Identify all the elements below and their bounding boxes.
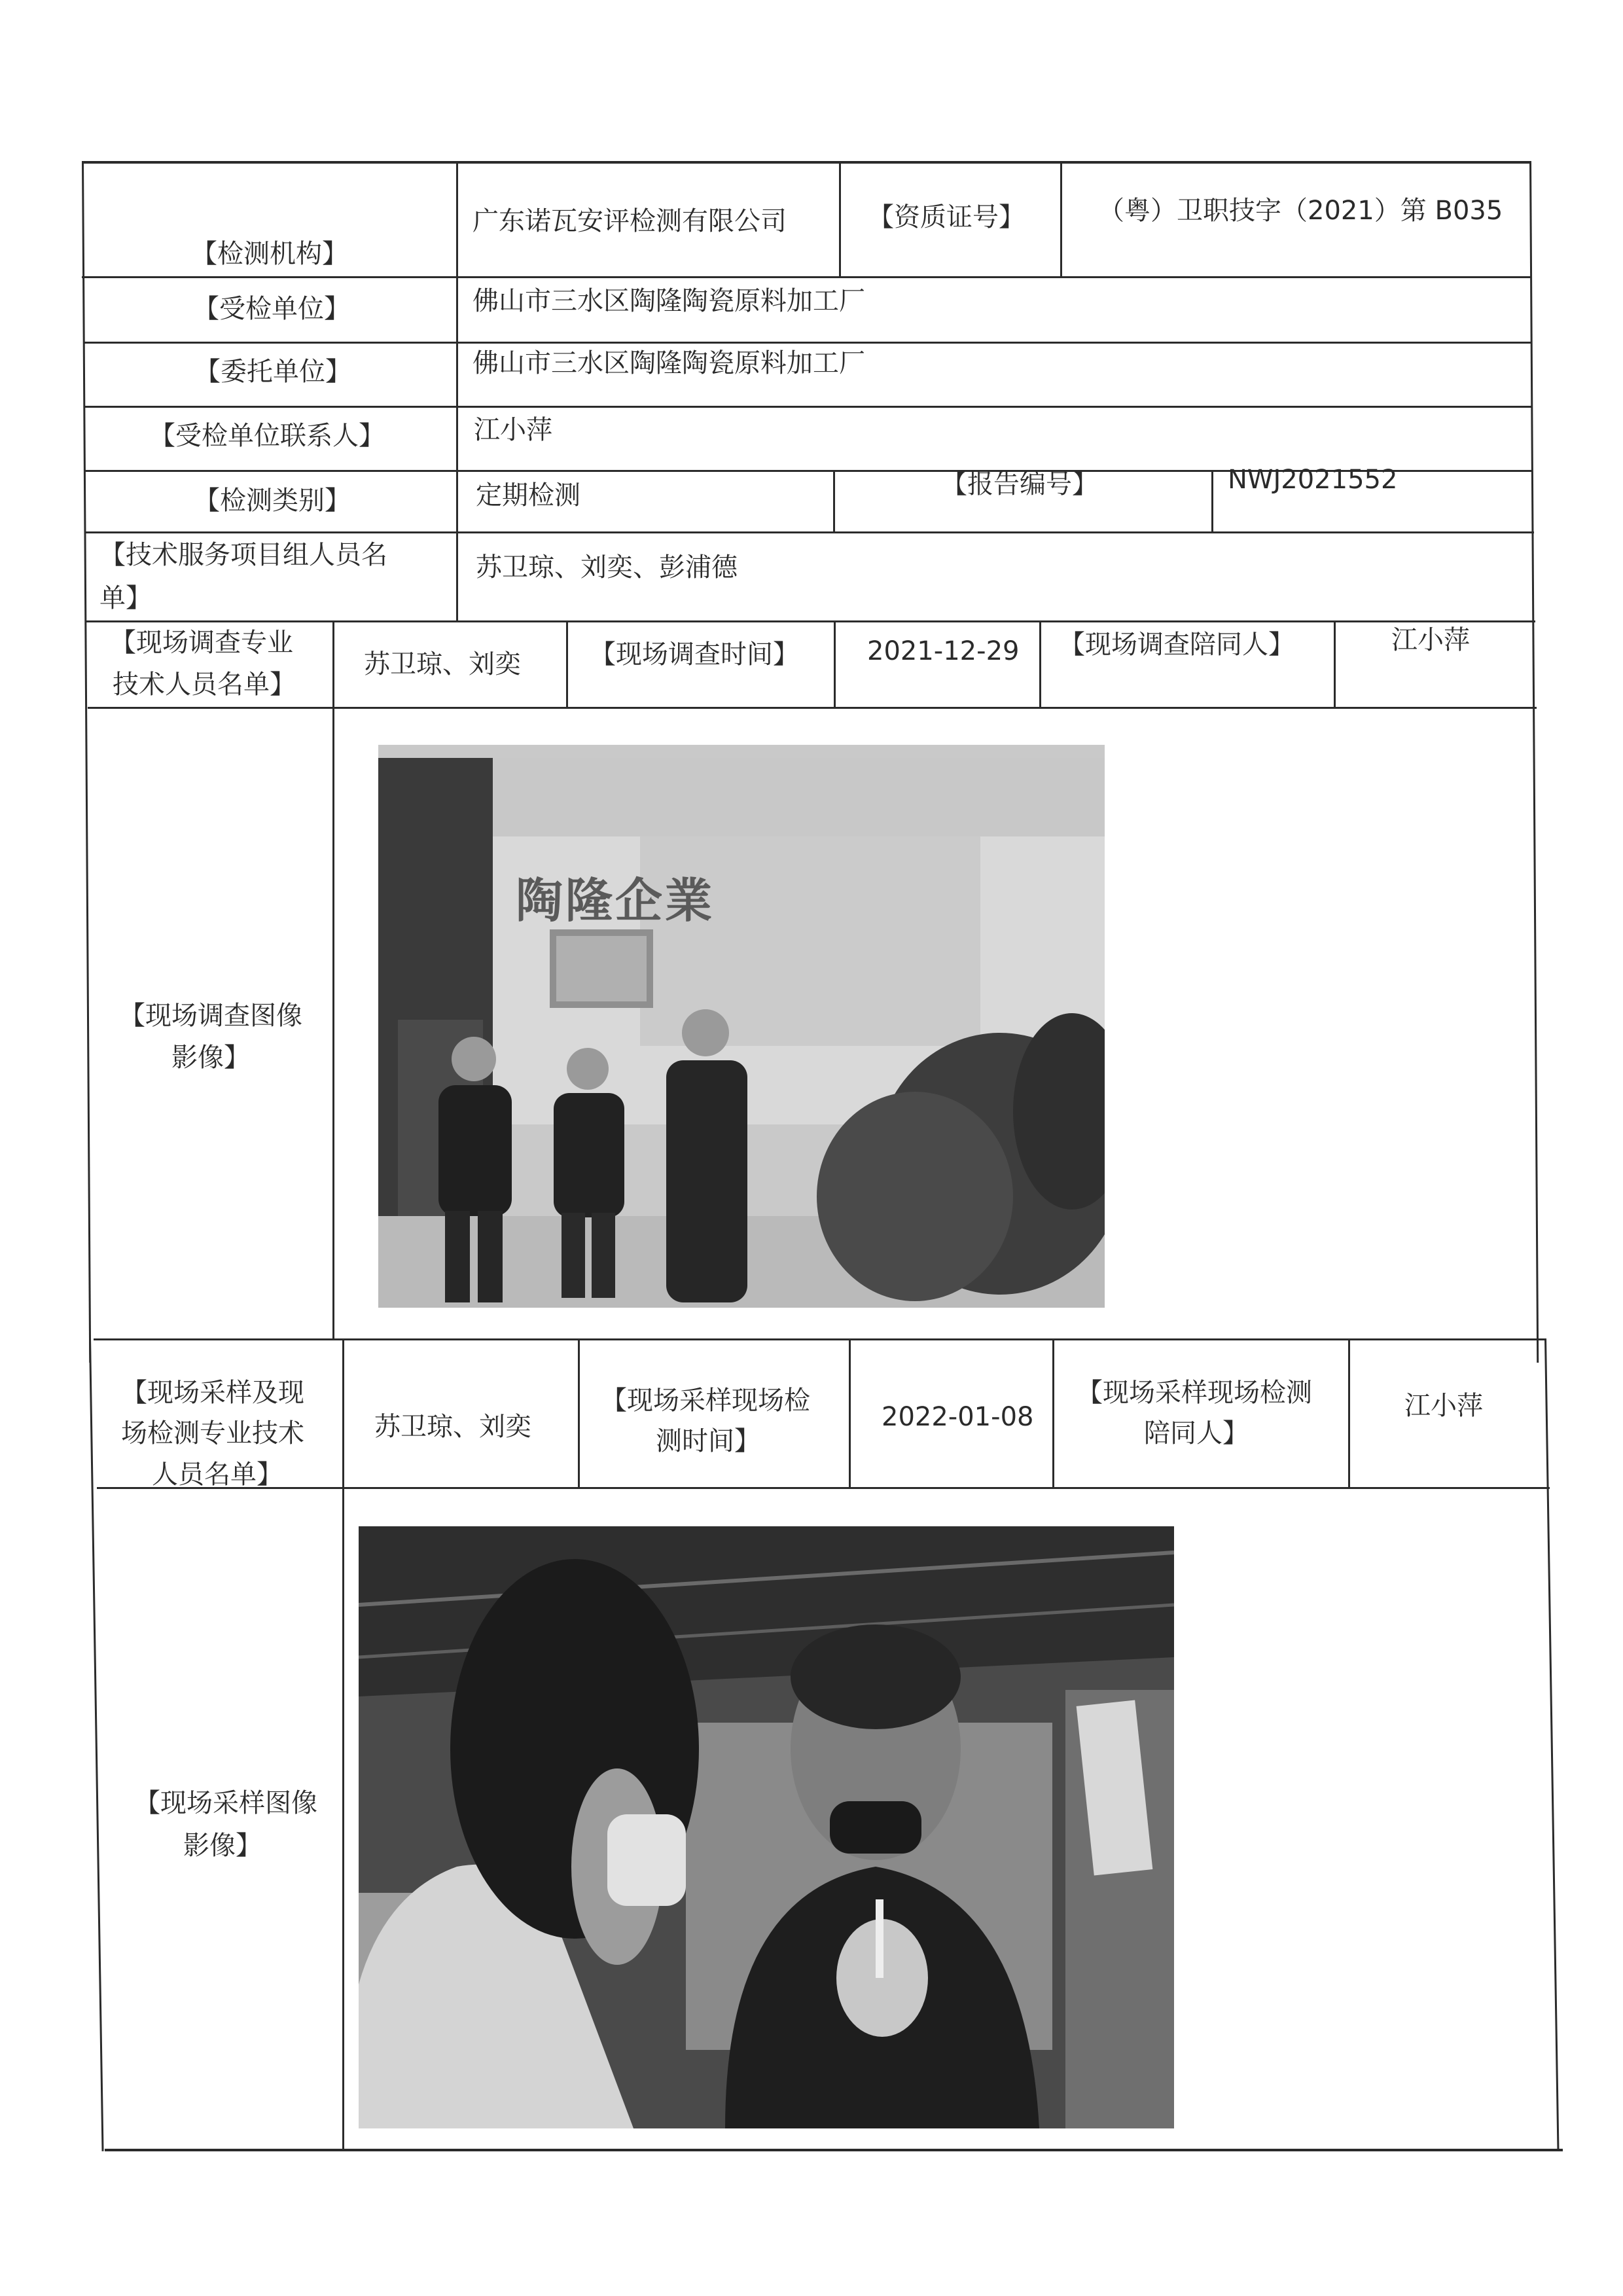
row-divider xyxy=(86,620,1535,622)
column-divider xyxy=(1039,620,1041,708)
testing-org-label: 【检测机构】 xyxy=(191,239,348,269)
sampling-staff-value: 苏卫琼、刘奕 xyxy=(374,1412,531,1442)
inspected-unit-label: 【受检单位】 xyxy=(193,294,350,324)
client-unit-label: 【委托单位】 xyxy=(194,357,351,387)
cert-number-value: （粤）卫职技字（2021）第 B035 xyxy=(1098,196,1503,226)
survey-staff-value: 苏卫琼、刘奕 xyxy=(364,649,521,679)
testing-org-value: 广东诺瓦安评检测有限公司 xyxy=(473,206,787,236)
table-border-right xyxy=(1529,161,1539,1363)
sampling-photo-label: 【现场采样图像 xyxy=(134,1788,317,1818)
column-divider xyxy=(566,620,568,708)
sampling-companion-value: 江小萍 xyxy=(1404,1391,1483,1421)
photo-wall-sign-text: 陶隆企業 xyxy=(516,873,715,928)
survey-photo xyxy=(378,745,1105,1308)
project-team-label: 【技术服务项目组人员名 xyxy=(99,540,387,570)
row-divider xyxy=(82,276,1531,278)
column-divider xyxy=(332,620,334,1340)
row-divider xyxy=(84,406,1531,408)
column-divider xyxy=(1060,161,1062,278)
row-divider xyxy=(85,531,1534,533)
column-divider xyxy=(1211,470,1213,533)
column-divider xyxy=(456,161,458,622)
contact-person-label: 【受检单位联系人】 xyxy=(149,421,385,451)
report-number-value: NWJ2021552 xyxy=(1228,465,1398,495)
report-number-label: 【报告编号】 xyxy=(941,469,1098,499)
cert-number-label: 【资质证号】 xyxy=(868,202,1025,232)
sampling-companion-label: 【现场采样现场检测 xyxy=(1077,1378,1312,1408)
column-divider xyxy=(833,470,835,533)
table-border-top xyxy=(82,161,1531,164)
column-divider xyxy=(578,1338,580,1489)
column-divider xyxy=(342,1338,344,2151)
sampling-photo-label: 影像】 xyxy=(183,1831,262,1861)
project-team-label: 单】 xyxy=(99,583,152,613)
sampling-staff-label: 场检测专业技术 xyxy=(121,1418,304,1448)
column-divider xyxy=(834,620,836,708)
table-border-bottom xyxy=(105,2149,1563,2151)
survey-time-value: 2021-12-29 xyxy=(867,636,1020,666)
survey-photo-label: 影像】 xyxy=(171,1043,250,1073)
survey-photo-label: 【现场调查图像 xyxy=(119,1001,302,1031)
sampling-photo xyxy=(359,1526,1174,2128)
column-divider xyxy=(1052,1338,1054,1489)
inspected-unit-value: 佛山市三水区陶隆陶瓷原料加工厂 xyxy=(473,286,865,316)
table-border-left xyxy=(89,1338,104,2151)
sampling-time-label: 【现场采样现场检 xyxy=(601,1386,810,1416)
sampling-time-value: 2022-01-08 xyxy=(882,1402,1034,1432)
survey-time-label: 【现场调查时间】 xyxy=(590,639,799,670)
column-divider xyxy=(839,161,841,278)
survey-companion-value: 江小萍 xyxy=(1391,625,1470,655)
row-divider xyxy=(88,707,1537,709)
row-divider xyxy=(97,1487,1550,1489)
survey-staff-label: 【现场调查专业 xyxy=(110,628,293,658)
contact-person-value: 江小萍 xyxy=(474,415,552,445)
project-team-value: 苏卫琼、刘奕、彭浦德 xyxy=(476,552,738,583)
inspection-type-value: 定期检测 xyxy=(476,480,580,511)
sampling-companion-label: 陪同人】 xyxy=(1144,1418,1249,1448)
survey-companion-label: 【现场调查陪同人】 xyxy=(1059,630,1294,660)
sampling-staff-label: 人员名单】 xyxy=(152,1460,283,1490)
inspection-type-label: 【检测类别】 xyxy=(194,486,351,516)
sampling-time-label: 测时间】 xyxy=(656,1426,760,1456)
table-border-right xyxy=(1544,1338,1560,2151)
sampling-staff-label: 【现场采样及现 xyxy=(121,1378,304,1408)
column-divider xyxy=(849,1338,851,1489)
survey-staff-label: 技术人员名单】 xyxy=(113,670,296,700)
row-divider xyxy=(94,1338,1546,1340)
column-divider xyxy=(1348,1338,1350,1489)
client-unit-value: 佛山市三水区陶隆陶瓷原料加工厂 xyxy=(473,348,865,378)
column-divider xyxy=(1334,620,1336,708)
